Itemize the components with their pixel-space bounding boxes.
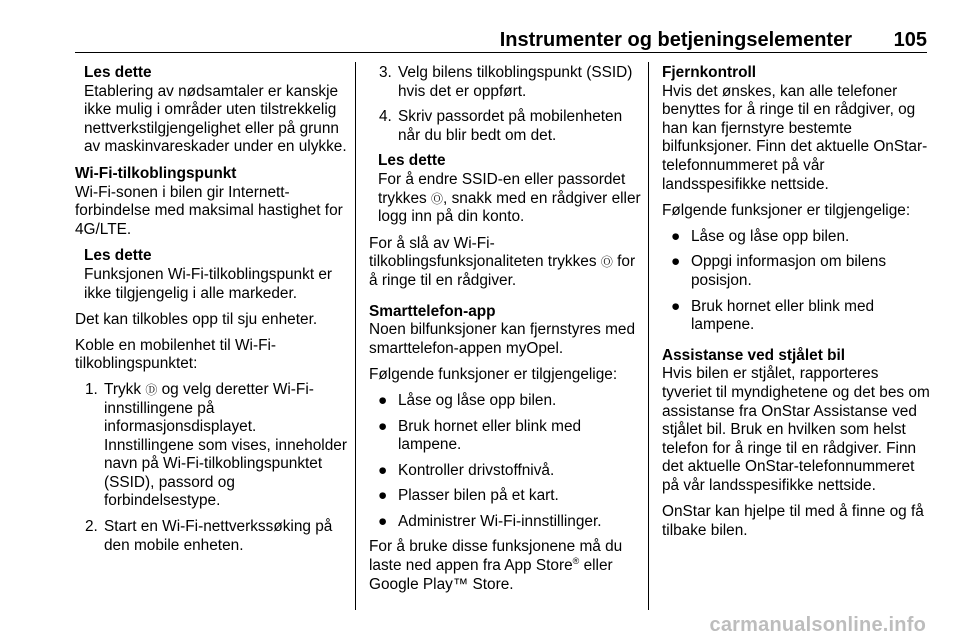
- section-text: Hvis bilen er stjålet, rapporteres tyveriet til myndighetene og det bes om assistanse fra OnStar Assistanse ved stjålet bil. Bruk en hvilken som helst telefon for å ringe til en rådgiver. Finn det aktuelle OnStar-telefonnummeret på vår landsspesifikke nettside.: [662, 365, 930, 494]
- bullet: ●: [671, 297, 681, 315]
- note-emergency: [84, 64, 347, 157]
- step-number: 2.: [85, 518, 98, 536]
- note-text-part: For å endre SSID-en eller passordet trykkes: [378, 170, 626, 207]
- list-item: [662, 228, 930, 247]
- bullet-text: Bruk hornet eller blink med lampene.: [691, 297, 875, 334]
- column-2: [369, 64, 641, 601]
- section-remote-control: [662, 64, 930, 194]
- note-text-part: , snakk med en rådgiver eller logg inn på din konto.: [378, 189, 641, 226]
- note-text: [378, 171, 641, 227]
- list-item: [75, 518, 347, 555]
- bullet-text: Kontroller drivstoffnivå.: [398, 461, 555, 479]
- paragraph: OnStar kan hjelpe til med å finne og få tilbake bilen.: [662, 503, 924, 540]
- paragraph-part: For å bruke disse funksjonene må du laste ned appen fra App Store: [369, 538, 623, 575]
- note-wifi: [84, 247, 347, 303]
- section-smartphone-app: [369, 303, 641, 359]
- paragraph: Koble en mobilenhet til Wi-Fi-tilkoblingspunktet:: [75, 336, 277, 373]
- list-item: [662, 253, 930, 290]
- column-3: [662, 64, 930, 548]
- bullet: ●: [671, 253, 681, 271]
- section-wifi: [75, 165, 347, 239]
- list-item: [369, 392, 641, 411]
- page-title: Instrumenter og betjeningselementer: [499, 29, 852, 51]
- header-rule: [75, 52, 927, 53]
- section-heading: Wi-Fi-tilkoblingspunkt: [75, 164, 237, 182]
- list-item: [369, 462, 641, 481]
- bullet: ●: [378, 512, 388, 530]
- paragraph: Følgende funksjoner er tilgjengelige:: [662, 202, 911, 220]
- column-1: [75, 64, 347, 562]
- bullet: ●: [378, 391, 388, 409]
- paragraph-part: For å slå av Wi-Fi-tilkoblingsfunksjonaliteten trykkes: [369, 234, 597, 271]
- bullet: ●: [671, 227, 681, 245]
- section-heading: Smarttelefon-app: [369, 302, 496, 320]
- column-divider-2: [648, 62, 649, 610]
- bullet-text: Bruk hornet eller blink med lampene.: [398, 417, 582, 454]
- list-item: [369, 64, 641, 101]
- note-text: Etablering av nødsamtaler er kanskje ikke mulig i områder uten tilstrekkelig nettverkstilgjengelighet eller på grunn av maskinvareskader under en ulykke.: [84, 82, 347, 156]
- paragraph: [369, 235, 641, 291]
- note-title: Les dette: [378, 152, 446, 170]
- bullet-text: Låse og låse opp bilen.: [691, 227, 850, 245]
- bullet-text: Administrer Wi-Fi-innstillinger.: [398, 512, 602, 530]
- note-text: Funksjonen Wi-Fi-tilkoblingspunkt er ikke tilgjengelig i alle markeder.: [84, 265, 333, 302]
- section-heading: Fjernkontroll: [662, 64, 757, 81]
- list-item: [369, 487, 641, 506]
- section-text: Noen bilfunksjoner kan fjernstyres med smarttelefon-appen myOpel.: [369, 321, 636, 357]
- step-number: 1.: [85, 380, 98, 398]
- paragraph: Det kan tilkobles opp til sju enheter.: [75, 311, 318, 329]
- step-number: 4.: [379, 108, 392, 126]
- section-text: Hvis det ønskes, kan alle telefoner benyttes for å ringe til en rådgiver, og han kan fjernstyre bestemte bilfunksjoner. Finn det aktuelle OnStar-telefonnummeret på vår landsspesifikke nettside.: [662, 82, 928, 193]
- section-heading: Assistanse ved stjålet bil: [662, 346, 846, 364]
- note-ssid: [378, 152, 641, 226]
- list-item: [369, 513, 641, 532]
- page-header: [75, 0, 927, 50]
- connect-button-icon: Ⓓ: [145, 382, 158, 397]
- list-item: [75, 381, 347, 511]
- page-number: 105: [893, 29, 927, 51]
- paragraph-part: for å ringe til en rådgiver.: [369, 253, 636, 289]
- bullet: ●: [378, 487, 388, 505]
- paragraph: Følgende funksjoner er tilgjengelige:: [369, 366, 618, 384]
- step-text: Velg bilens tilkoblingspunkt (SSID) hvis det er oppført.: [398, 64, 633, 100]
- step-text: Start en Wi-Fi-nettverkssøking på den mobile enheten.: [104, 518, 333, 554]
- section-text: Wi-Fi-sonen i bilen gir Internett-forbindelse med maksimal hastighet for 4G/LTE.: [75, 183, 343, 238]
- section-stolen-vehicle: [662, 347, 930, 496]
- bullet-text: Oppgi informasjon om bilens posisjon.: [691, 253, 887, 289]
- note-title: Les dette: [84, 247, 152, 265]
- paragraph: [369, 538, 641, 594]
- list-item: [369, 418, 641, 455]
- list-item: [369, 108, 641, 145]
- step-text: Skriv passordet på mobilenheten når du blir bedt om det.: [398, 108, 623, 144]
- bullet-text: Låse og låse opp bilen.: [398, 391, 557, 409]
- bullet: ●: [378, 417, 388, 435]
- onstar-button-icon: Ⓞ: [431, 191, 444, 206]
- column-divider-1: [355, 62, 356, 610]
- onstar-button-icon: Ⓞ: [600, 255, 613, 270]
- watermark: carmanualsonline.info: [709, 614, 926, 636]
- bullet: ●: [378, 461, 388, 479]
- registered-mark: ®: [572, 555, 580, 566]
- bullet-text: Plasser bilen på et kart.: [398, 487, 559, 505]
- note-title: Les dette: [84, 64, 152, 81]
- list-item: [662, 298, 930, 335]
- paragraph-part: eller Google Play™ Store.: [369, 557, 613, 593]
- step-text: og velg deretter Wi-Fi-innstillingene på informasjonsdisplayet. Innstillingene som vises, inneholder navn på Wi-Fi-tilkoblingspunktet (SSID), passord og forbindelsestype.: [104, 380, 347, 510]
- step-text: Trykk: [104, 380, 142, 398]
- step-number: 3.: [379, 64, 392, 81]
